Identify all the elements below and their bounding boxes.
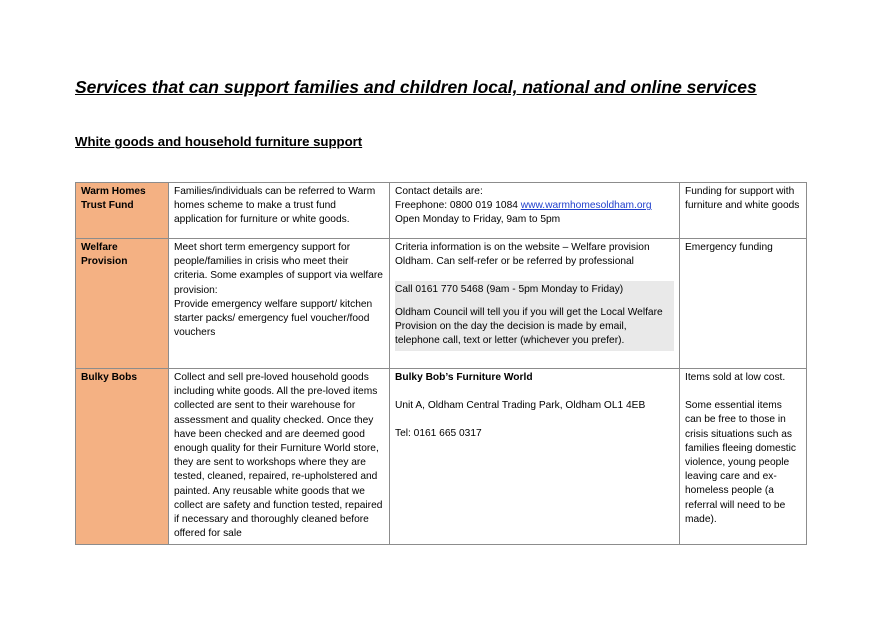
service-contact-cell [390,369,680,545]
service-contact-cell [390,183,680,239]
service-description: Meet short term emergency support for people/families in crisis who meet their criteria. Some examples of support via welfare provision: [174,242,383,296]
decision-info: Oldham Council will tell you if you will get the Local Welfare Provision on the day the decision is made by email, telephone call, text or letter (whichever you prefer). [395,306,663,347]
service-notes-detail: Some essential items can be free to those in crisis situations such as families fleeing domestic violence, young people leaving care and ex-homeless people (a referral will need to be made). [685,400,796,525]
service-name-cell [76,369,169,545]
service-description-cell [169,183,390,239]
phone-number: Tel: 0161 665 0317 [395,428,482,440]
opening-hours: Open Monday to Friday, 9am to 5pm [395,214,561,226]
service-description: Collect and sell pre-loved household goods including white goods. All the pre-loved items collected are sent to their warehouse for assessment and quality checked. Once they have been checked and are deemed good enough quality for their Furniture World store, they are sent to workshops where they are tested, cleaned, repaired, re-upholstered and painted. Any reusable white goods that we collect are safety and function tested, repaired if necessary and thoroughly cleaned before offered for sale [174,372,383,540]
contact-intro: Contact details are: [395,186,483,197]
criteria-info: Criteria information is on the website – Welfare provision Oldham. Can self-refer or be referred by professional [395,242,650,268]
service-description-cell [169,369,390,545]
service-description-examples: Provide emergency welfare support/ kitchen starter packs/ emergency fuel voucher/food vouchers [174,298,373,339]
services-table [75,182,807,545]
service-name-cell [76,183,169,239]
spacer [395,413,674,427]
table-row-welfare-provision [76,239,807,369]
service-contact-cell [390,239,680,369]
service-name-cell [76,239,169,369]
spacer [685,385,801,399]
service-name: Bulky Bobs [81,372,138,383]
table-row-warm-homes [76,183,807,239]
table-row-bulky-bobs [76,369,807,545]
contact-line [395,199,674,213]
service-description-cell [169,239,390,369]
phone-number: Call 0161 770 5468 (9am - 5pm Monday to Friday) [395,284,624,296]
highlighted-contact-block [395,281,674,351]
service-name: Warm Homes Trust Fund [81,186,146,212]
service-notes-cell [680,183,807,239]
document-title: Services that can support families and children local, national and online services [75,77,757,97]
service-notes: Funding for support with furniture and white goods [685,186,800,212]
phone-number: Freephone: 0800 019 1084 [395,200,518,212]
store-address: Unit A, Oldham Central Trading Park, Oldham OL1 4EB [395,400,646,412]
website-link[interactable]: www.warmhomesoldham.org [520,200,652,212]
section-title: White goods and household furniture support [75,134,363,149]
store-name: Bulky Bob’s Furniture World [395,372,533,383]
service-notes-cell [680,369,807,545]
service-notes: Emergency funding [685,242,773,253]
service-name: Welfare Provision [81,242,128,268]
spacer [395,385,674,399]
service-notes-cell [680,239,807,369]
service-description: Families/individuals can be referred to Warm homes scheme to make a trust fund application for furniture or white goods. [174,186,376,226]
service-notes: Items sold at low cost. [685,372,786,383]
